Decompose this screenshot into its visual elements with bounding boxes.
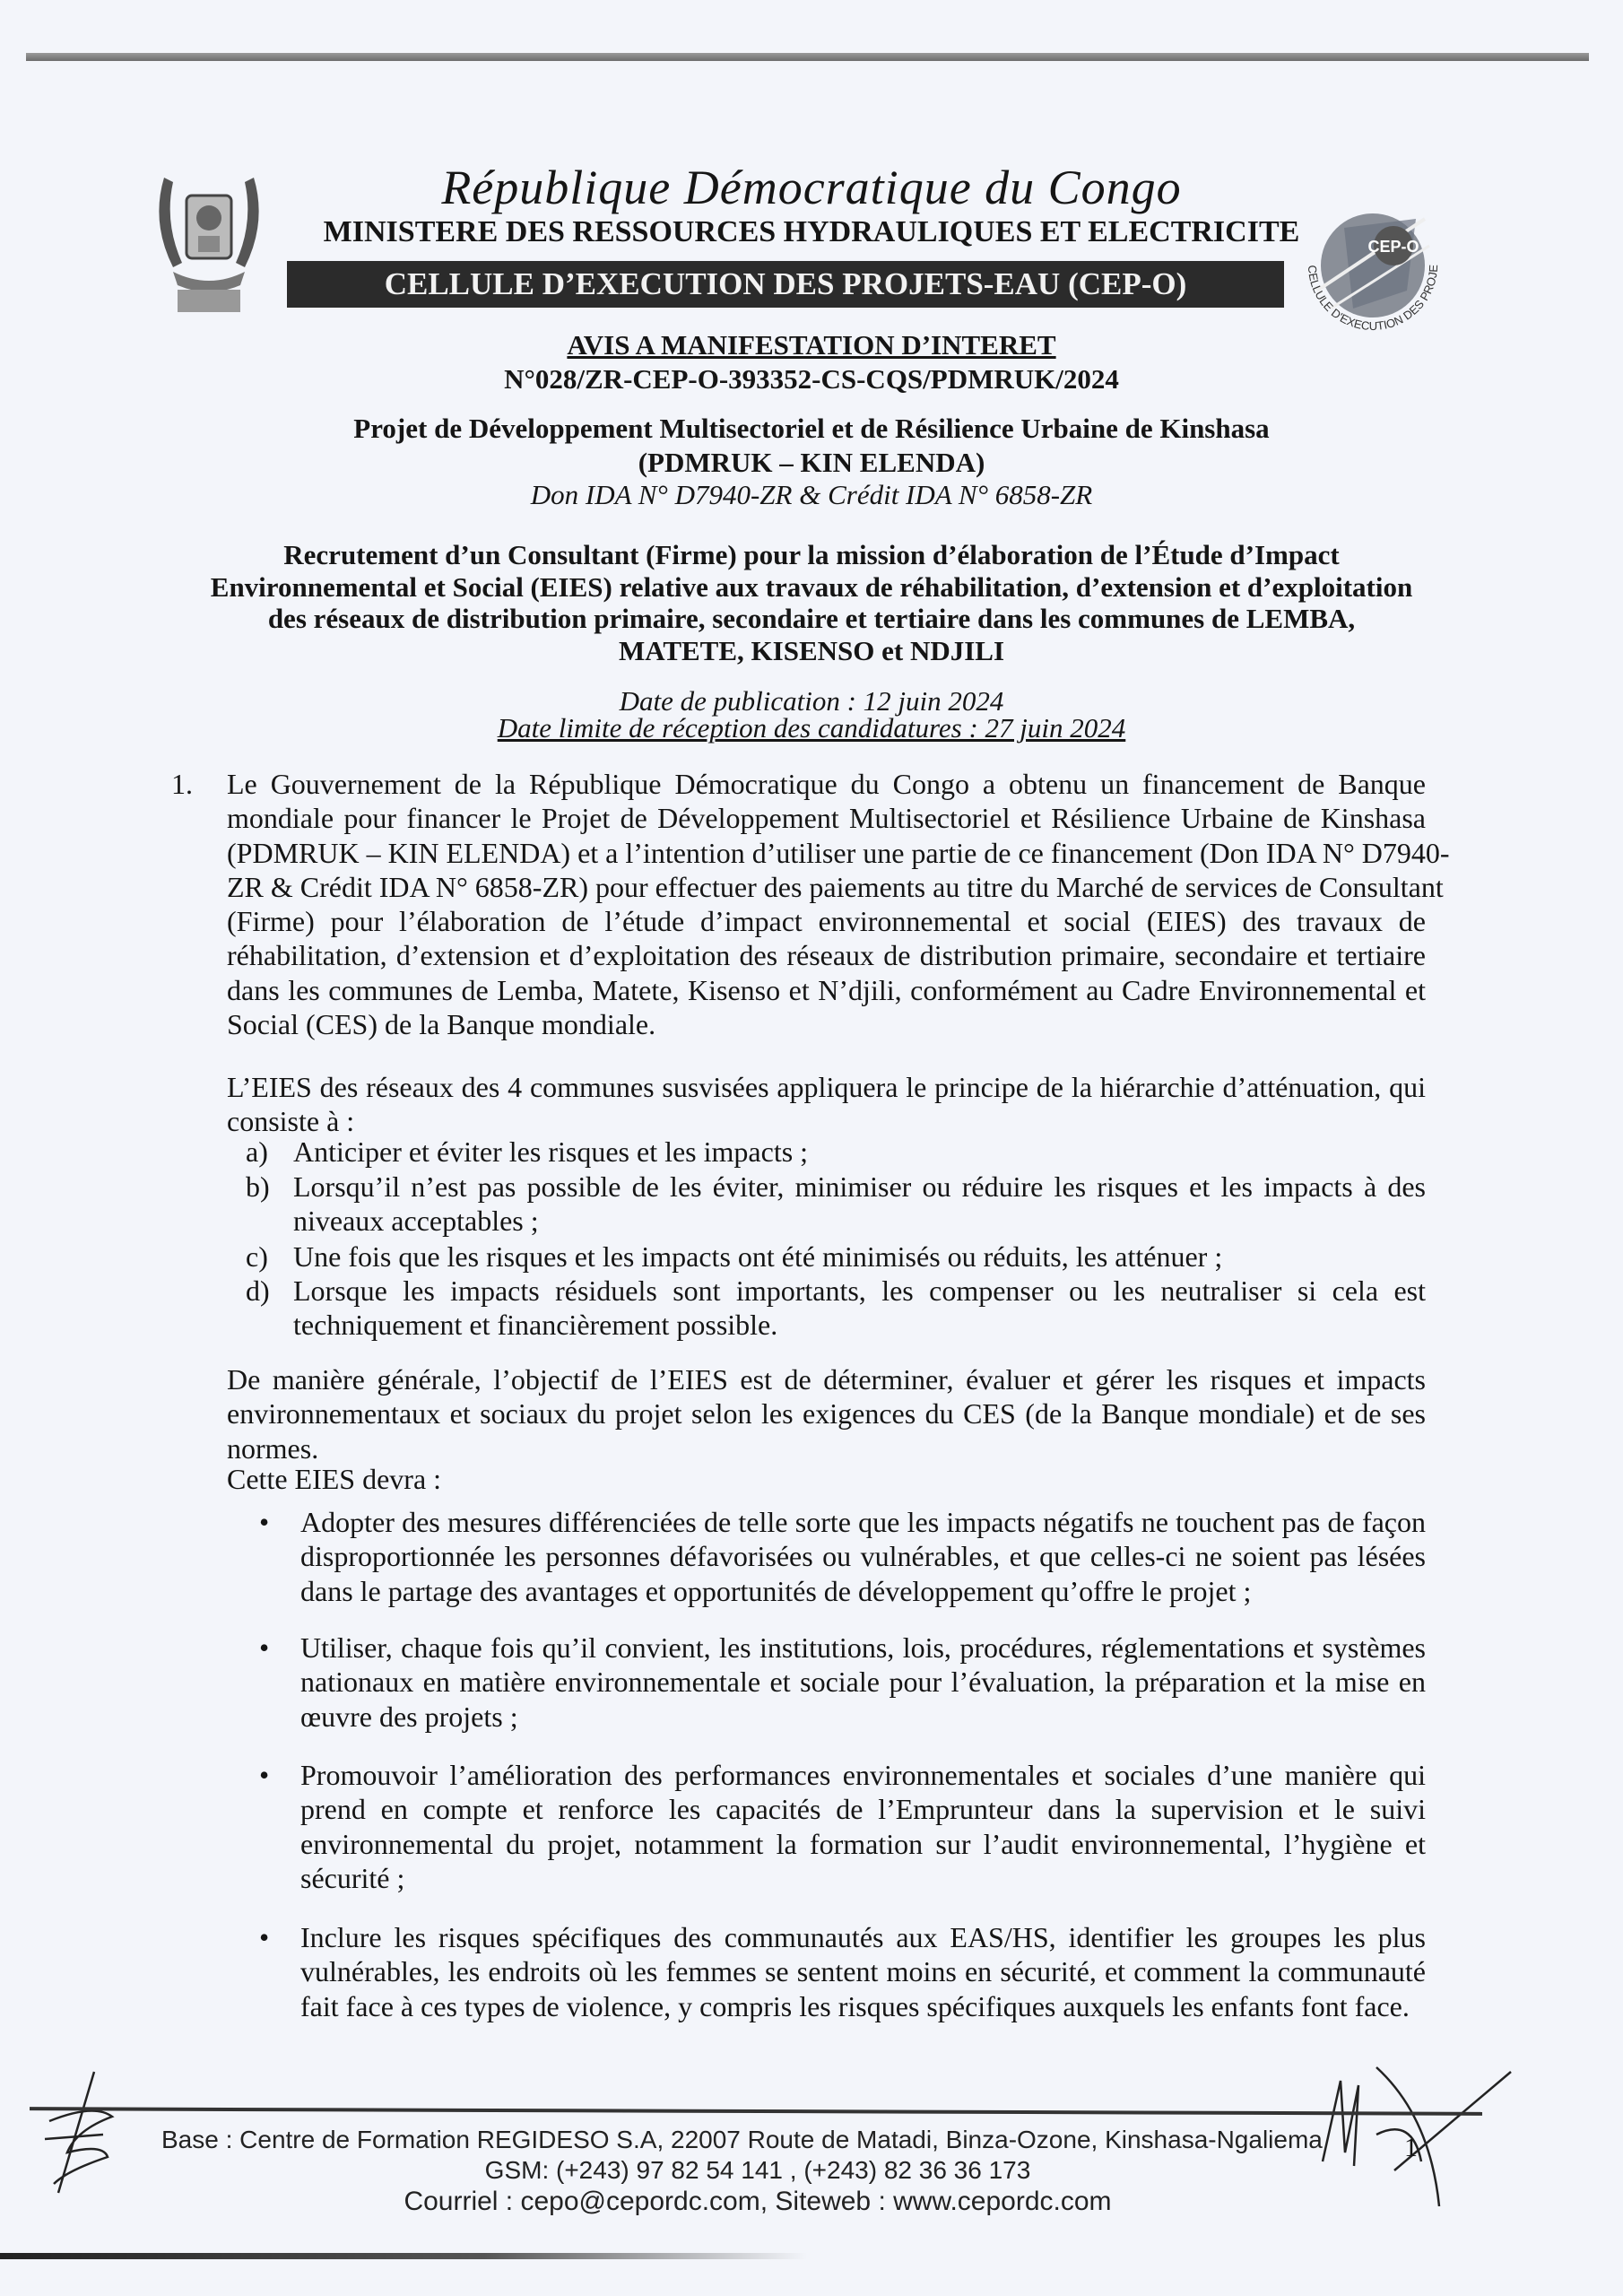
recruitment-line: MATETE, KISENSO et NDJILI	[618, 634, 1005, 666]
text-line: normes.	[227, 1431, 319, 1465]
country-heading: République Démocratique du Congo	[441, 161, 1182, 214]
bullet-icon: •	[259, 1631, 270, 1664]
top-scan-bar	[26, 53, 1589, 61]
text-line: sécurité ;	[300, 1861, 405, 1894]
recruitment-line: des réseaux de distribution primaire, secondaire et tertiaire dans les communes de LEMBA,	[267, 603, 1356, 634]
logo-text: CEP-O	[1367, 238, 1419, 256]
footer-divider	[30, 2107, 1482, 2116]
text-line: disproportionnée les personnes défavorisées ou vulnérables, et que celles-ci ne soient pas lésées	[300, 1540, 1426, 1573]
text-line: niveaux acceptables ;	[293, 1205, 539, 1238]
paragraph-4	[227, 1462, 1426, 1496]
project-name: Projet de Développement Multisectoriel et de Résilience Urbaine de Kinshasa	[353, 413, 1270, 444]
text-line: Cette EIES devra :	[227, 1463, 442, 1495]
paragraph-2	[227, 1070, 1426, 1139]
text-line: dans le partage des avantages et opportunités de développement qu’offre le projet ;	[300, 1574, 1252, 1607]
text-line: fait face à ces types de violence, y compris les risques spécifiques auxquels les enfants font face.	[300, 1989, 1410, 2022]
footer-address: Base : Centre de Formation REGIDESO S.A, 22007 Route de Matadi, Binza-Ozone, Kinshasa-Ngaliema	[161, 2126, 1323, 2153]
text-line: Social (CES) de la Banque mondiale.	[227, 1008, 656, 1041]
text-line: Une fois que les risques et les impacts ont été minimisés ou réduits, les atténuer ;	[293, 1240, 1223, 1273]
text-line: (Firme) pour l’élaboration de l’étude d’impact environnemental et social (EIES) des travaux de	[227, 905, 1426, 938]
page-number: 1	[1404, 2133, 1418, 2162]
text-line: Le Gouvernement de la République Démocratique du Congo a obtenu un financement de Banque	[227, 768, 1426, 800]
bottom-scan-bar	[0, 2253, 807, 2259]
text-line: dans les communes de Lemba, Matete, Kisenso et N’djili, conformément au Cadre Environnemental et	[227, 973, 1426, 1006]
text-line: environnementaux et sociaux du projet selon les exigences du CES (de la Banque mondiale) et de ses	[227, 1397, 1426, 1431]
text-line: mondiale pour financer le Projet de Développement Multisectoriel et Résilience Urbaine de Kinshasa	[227, 802, 1426, 835]
bullet-icon: •	[259, 1506, 270, 1538]
item-label-b: b)	[246, 1170, 270, 1203]
cep-o-logo	[1281, 183, 1464, 348]
recruitment-line: Environnemental et Social (EIES) relative aux travaux de réhabilitation, d’extension et d’exploitation	[210, 570, 1413, 603]
text-line: Utiliser, chaque fois qu’il convient, les institutions, lois, procédures, réglementations et systèmes	[300, 1631, 1426, 1664]
bullet-item-3	[300, 1758, 1426, 1895]
text-line: techniquement et financièrement possible.	[293, 1309, 778, 1342]
text-line: Anticiper et éviter les risques et les impacts ;	[293, 1135, 809, 1168]
logo-ring-text: CELLULE D'EXECUTION DES PROJE	[1305, 264, 1441, 334]
bullet-item-4	[300, 1920, 1426, 2023]
item-label-d: d)	[246, 1274, 270, 1307]
bullet-icon: •	[259, 1921, 270, 1953]
paragraph-number: 1.	[171, 768, 193, 800]
mitigation-item-d	[293, 1274, 1426, 1343]
bullet-item-1	[300, 1505, 1426, 1608]
notice-reference: N°028/ZR-CEP-O-393352-CS-CQS/PDMRUK/2024	[504, 363, 1119, 395]
text-line: nationaux en matière environnementale et sociale pour l’évaluation, la préparation et la mise en	[300, 1665, 1426, 1699]
mitigation-item-c	[293, 1239, 1426, 1274]
text-line: (PDMRUK – KIN ELENDA) et a l’intention d’utiliser une partie de ce financement (Don IDA N° D7940-	[227, 836, 1450, 869]
text-line: Adopter des mesures différenciées de telle sorte que les impacts négatifs ne touchent pas de façon	[300, 1506, 1426, 1538]
text-line: prend en compte et renforce les capacités de l’Emprunteur dans la supervision et le suivi	[300, 1793, 1426, 1826]
recruitment-title	[0, 539, 1623, 666]
text-line: réhabilitation, d’extension et d’exploitation des réseaux de distribution primaire, secondaire et tertiaire	[227, 939, 1426, 972]
text-line: œuvre des projets ;	[300, 1700, 518, 1733]
notice-title: AVIS A MANIFESTATION D’INTERET	[567, 329, 1056, 361]
text-line: Lorsque les impacts résiduels sont importants, les compenser ou les neutraliser si cela est	[293, 1274, 1426, 1307]
text-line: consiste à :	[227, 1105, 355, 1138]
cell-banner: CELLULE D’EXECUTION DES PROJETS-EAU (CEP-O)	[287, 261, 1284, 308]
financing-line: Don IDA N° D7940-ZR & Crédit IDA N° 6858-ZR	[530, 479, 1093, 510]
item-label-a: a)	[246, 1135, 268, 1168]
text-line: Inclure les risques spécifiques des communautés aux EAS/HS, identifier les groupes les plus	[300, 1921, 1426, 1953]
text-line: De manière générale, l’objectif de l’EIES est de déterminer, évaluer et gérer les risques et impacts	[227, 1363, 1426, 1396]
text-line: environnemental du projet, notamment la formation sur l’audit environnemental, l’hygiène et	[300, 1827, 1426, 1860]
publication-date: Date de publication : 12 juin 2024	[619, 685, 1004, 717]
left-signature	[40, 2067, 130, 2206]
bullet-item-2	[300, 1631, 1426, 1734]
mitigation-item-b	[293, 1170, 1426, 1239]
footer-phone: GSM: (+243) 97 82 54 141 , (+243) 82 36 36 173	[484, 2156, 1031, 2184]
ministry-heading: MINISTERE DES RESSOURCES HYDRAULIQUES ET ELECTRICITE	[323, 215, 1300, 248]
deadline-date: Date limite de réception des candidatures : 27 juin 2024	[497, 712, 1126, 744]
footer-contact: Courriel : cepo@cepordc.com, Siteweb : www.cepordc.com	[404, 2187, 1112, 2216]
paragraph-1	[227, 767, 1450, 1041]
bullet-icon: •	[259, 1759, 270, 1791]
item-label-c: c)	[246, 1240, 268, 1273]
mitigation-item-a	[293, 1135, 1426, 1169]
paragraph-3	[227, 1362, 1426, 1465]
text-line: ZR & Crédit IDA N° 6858-ZR) pour effectuer des paiements au titre du Marché de services de Consultant	[227, 870, 1444, 903]
text-line: Promouvoir l’amélioration des performances environnementales et sociales d’une manière qui	[300, 1759, 1426, 1791]
text-line: L’EIES des réseaux des 4 communes susvisées appliquera le principe de la hiérarchie d’atténuation, qui	[227, 1071, 1426, 1103]
project-acronym: (PDMRUK – KIN ELENDA)	[638, 447, 985, 478]
text-line: vulnérables, les endroits où les femmes se sentent moins en sécurité, et comment la communauté	[300, 1955, 1426, 1988]
text-line: Lorsqu’il n’est pas possible de les éviter, minimiser ou réduire les risques et les impacts à des	[293, 1170, 1426, 1203]
recruitment-line: Recrutement d’un Consultant (Firme) pour la mission d’élaboration de l’Étude d’Impact	[283, 539, 1340, 570]
